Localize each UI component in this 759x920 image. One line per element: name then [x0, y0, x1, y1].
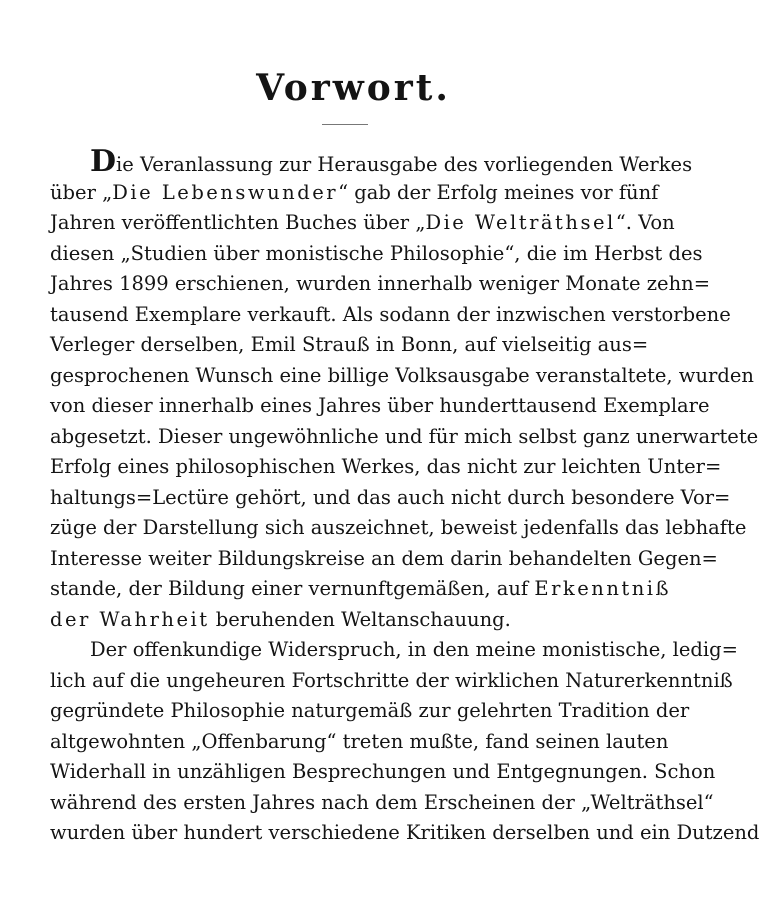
text-segment: Interesse weiter Bildungskreise an dem darin behandelten Gegen= [50, 546, 718, 570]
text-line [50, 818, 759, 848]
text-segment: Widerhall in unzähligen Besprechungen und Entgegnungen. Schon [50, 760, 716, 783]
text-segment: lich auf die ungeheuren Fortschritte der wirklichen Naturerkenntniß [50, 668, 733, 692]
text-line [50, 666, 733, 696]
text-line [50, 269, 711, 299]
text-segment: züge der Darstellung sich auszeichnet, beweist jedenfalls das lebhafte [50, 516, 747, 539]
text-line [50, 330, 649, 360]
text-line [50, 513, 747, 543]
text-segment: beruhenden Weltanschauung. [209, 607, 511, 631]
text-segment: Erfolg eines philosophischen Werkes, das nicht zur leichten Unter= [50, 455, 722, 478]
text-line [50, 391, 710, 421]
text-segment: gesprochenen Wunsch eine billige Volksausgabe veranstaltete, wurden [50, 363, 754, 387]
text-segment: gegründete Philosophie naturgemäß zur gelehrten Tradition der [50, 699, 690, 722]
text-segment: “. Von [615, 211, 675, 234]
text-line [50, 144, 693, 179]
text-line [50, 239, 703, 269]
text-line [50, 788, 714, 818]
text-line [50, 605, 642, 635]
text-segment: stande, der Bildung einer vernunftgemäßen, auf [50, 577, 535, 600]
text-segment: ie Veranlassung zur Herausgabe des vorliegenden Werkes [116, 153, 693, 176]
text-line [50, 452, 722, 482]
spaced-emphasis: Die Welträthsel [425, 211, 616, 234]
text-segment: während des ersten Jahres nach dem Erscheinen der „Welträthsel“ [50, 790, 714, 814]
spaced-emphasis: Erkenntniß [534, 577, 672, 600]
text-segment: Verleger derselben, Emil Strauß in Bonn, auf vielseitig aus= [50, 333, 649, 356]
text-line [50, 483, 731, 513]
text-line [50, 696, 690, 726]
text-line [50, 208, 675, 238]
text-line [50, 757, 716, 787]
text-segment: wurden über hundert verschiedene Kritiken derselben und ein Dutzend [50, 821, 759, 844]
text-line [50, 178, 659, 208]
title-divider [322, 124, 368, 125]
text-segment: Jahren veröffentlichten Buches über „ [50, 211, 426, 234]
initial-letter: D [90, 144, 117, 179]
text-line [50, 574, 672, 604]
text-segment: abgesetzt. Dieser ungewöhnliche und für mich selbst ganz unerwartete [50, 424, 759, 448]
text-line [50, 300, 731, 330]
text-segment: Der offenkundige Widerspruch, in den meine monistische, ledig= [90, 638, 738, 661]
text-segment: tausend Exemplare verkauft. Als sodann der inzwischen verstorbene [50, 302, 731, 326]
text-segment: “ gab der Erfolg meines vor fünf [338, 180, 659, 204]
page-title: Vorwort. [256, 67, 451, 109]
text-segment: altgewohnten „Offenbarung“ treten mußte, fand seinen lauten [50, 729, 669, 753]
spaced-emphasis: Die Lebenswunder [112, 180, 339, 204]
text-segment: von dieser innerhalb eines Jahres über hunderttausend Exemplare [50, 394, 710, 417]
text-line [50, 635, 738, 665]
spaced-emphasis: der Wahrheit [50, 607, 210, 631]
text-line [50, 544, 718, 574]
text-segment: Jahres 1899 erschienen, wurden innerhalb weniger Monate zehn= [50, 272, 711, 295]
text-segment: haltungs=Lectüre gehört, und das auch nicht durch besondere Vor= [50, 485, 731, 509]
text-line [50, 727, 669, 757]
text-segment: über „ [50, 180, 113, 204]
text-line [50, 422, 759, 452]
text-line [50, 361, 754, 391]
text-segment: diesen „Studien über monistische Philosophie“, die im Herbst des [50, 241, 703, 265]
